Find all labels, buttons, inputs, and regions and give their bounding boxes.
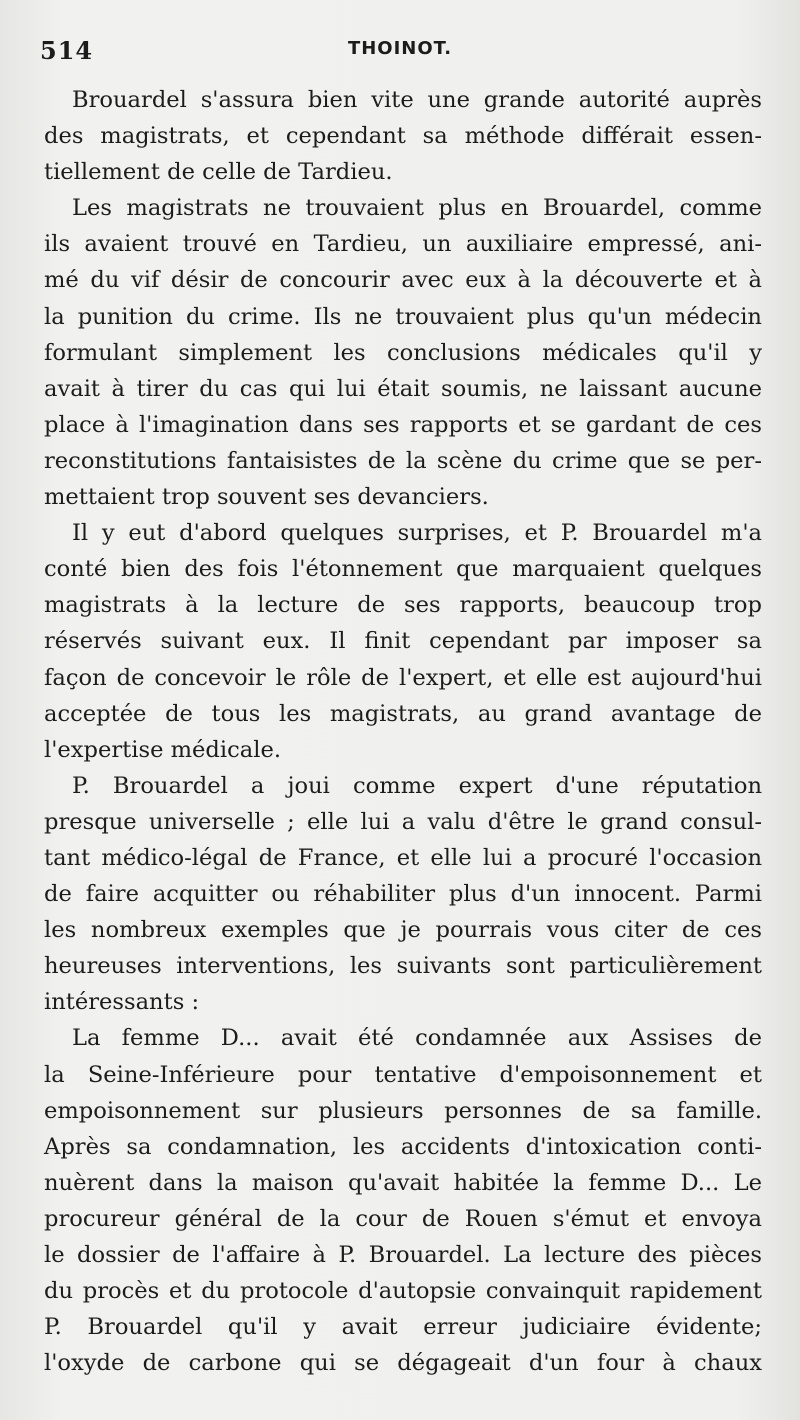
text-line: ils avaient trouvé en Tardieu, un auxiliaire empressé, ani- (44, 231, 762, 258)
text-line: nuèrent dans la maison qu'avait habitée la femme D... Le (44, 1169, 762, 1196)
text-line: Après sa condamnation, les accidents d'intoxication conti- (44, 1133, 762, 1160)
body-text (44, 82, 762, 1381)
paragraph (44, 1020, 762, 1381)
text-line: mettaient trop souvent ses devanciers. (44, 484, 489, 511)
text-line: avait à tirer du cas qui lui était soumis, ne laissant aucune (44, 375, 762, 402)
text-line: heureuses interventions, les suivants sont particulièrement (44, 953, 762, 980)
text-line: le dossier de l'affaire à P. Brouardel. La lecture des pièces (44, 1242, 762, 1268)
page-header (40, 36, 760, 76)
text-line: conté bien des fois l'étonnement que marquaient quelques (44, 556, 762, 583)
text-line: reconstitutions fantaisistes de la scène du crime que se per- (44, 447, 762, 474)
text-line: mé du vif désir de concourir avec eux à la découverte et à (44, 267, 762, 294)
running-head: THOINOT. (347, 38, 453, 59)
text-line: les nombreux exemples que je pourrais vous citer de ces (44, 917, 762, 944)
paragraph (44, 515, 762, 768)
paragraph (44, 82, 762, 190)
text-line: acceptée de tous les magistrats, au grand avantage de (44, 700, 762, 727)
text-line: de faire acquitter ou réhabiliter plus d'un innocent. Parmi (44, 881, 762, 908)
text-line: place à l'imagination dans ses rapports et se gardant de ces (44, 411, 762, 438)
text-line: presque universelle ; elle lui a valu d'être le grand consul- (44, 808, 762, 835)
text-line: réservés suivant eux. Il finit cependant par imposer sa (44, 628, 762, 655)
text-line: empoisonnement sur plusieurs personnes de sa famille. (44, 1097, 762, 1124)
text-line: tiellement de celle de Tardieu. (44, 159, 393, 186)
text-line: la punition du crime. Ils ne trouvaient plus qu'un médecin (44, 303, 762, 330)
paragraph (44, 190, 762, 515)
page-number: 514 (40, 36, 94, 65)
text-line: Les magistrats ne trouvaient plus en Brouardel, comme (72, 195, 762, 222)
text-line: magistrats à la lecture de ses rapports, beaucoup trop (44, 592, 762, 619)
text-line: tant médico-légal de France, et elle lui a procuré l'occasion (44, 844, 762, 871)
text-line: la Seine-Inférieure pour tentative d'empoisonnement et (44, 1061, 762, 1088)
text-line: procureur général de la cour de Rouen s'émut et envoya (44, 1205, 762, 1232)
text-line: façon de concevoir le rôle de l'expert, et elle est aujourd'hui (44, 664, 762, 691)
text-line: P. Brouardel a joui comme expert d'une réputation (72, 772, 762, 799)
text-line: formulant simplement les conclusions médicales qu'il y (44, 339, 762, 366)
text-line: l'oxyde de carbone qui se dégageait d'un four à chaux (44, 1350, 762, 1377)
text-line: P. Brouardel qu'il y avait erreur judiciaire évidente; (44, 1314, 762, 1341)
text-line: Brouardel s'assura bien vite une grande autorité auprès (72, 87, 762, 113)
text-line: des magistrats, et cependant sa méthode différait essen- (44, 123, 762, 150)
text-line: Il y eut d'abord quelques surprises, et P. Brouardel m'a (72, 520, 762, 547)
text-line: intéressants : (44, 989, 200, 1016)
text-line: du procès et du protocole d'autopsie convainquit rapidement (44, 1278, 762, 1305)
text-line: l'expertise médicale. (44, 736, 282, 763)
paragraph (44, 768, 762, 1021)
text-line: La femme D... avait été condamnée aux Assises de (72, 1025, 762, 1052)
